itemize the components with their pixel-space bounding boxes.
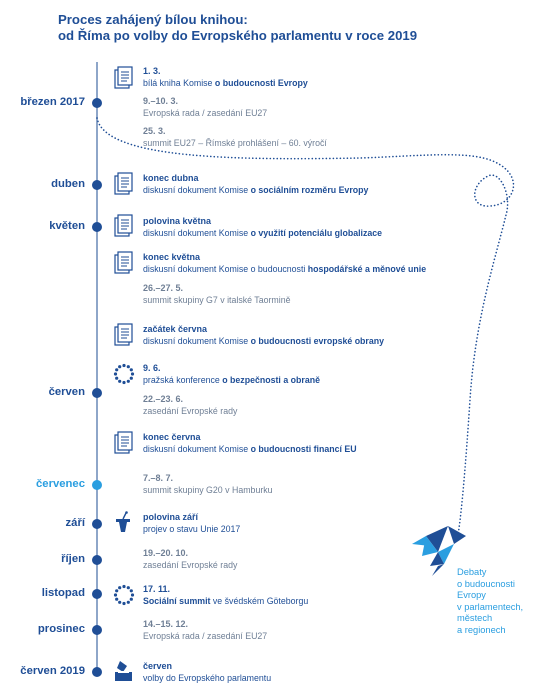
event-text: bílá kniha Komise [143, 77, 215, 88]
event-text-bold: hospodářské a měnové unie [307, 263, 427, 274]
event-text: summit skupiny G7 v italské Taormině [143, 294, 291, 305]
event-text: summit EU27 – Římské prohlášení – 60. výročí [143, 137, 327, 148]
side-note-line: a regionech [457, 624, 506, 635]
event-date: 25. 3. [143, 126, 166, 136]
month-label-cervenec: červenec [36, 478, 85, 490]
event-date: 17. 11. [143, 584, 171, 594]
event-item [143, 363, 320, 386]
event-item [143, 473, 273, 496]
timeline-dot [92, 519, 102, 529]
timeline-dot [92, 98, 102, 108]
month-label-zari: září [65, 517, 85, 529]
event-item [143, 283, 290, 306]
month-label-cerven: červen [48, 386, 85, 398]
podium-icon [113, 510, 133, 534]
document-icon [113, 431, 133, 455]
event-date: 9.–10. 3. [143, 96, 179, 106]
timeline-dot [92, 555, 102, 565]
month-label-listopad: listopad [41, 587, 85, 599]
event-text: diskusní dokument Komise [143, 227, 251, 238]
side-note-line: městech [457, 613, 493, 623]
event-text: diskusní dokument Komise [143, 443, 251, 454]
timeline-dot [92, 480, 102, 490]
event-text: diskusní dokument Komise [143, 184, 251, 195]
event-item [143, 661, 271, 684]
star-circle-icon [113, 584, 135, 606]
event-text-bold: o budoucnosti financí EU [250, 443, 357, 454]
event-date: 14.–15. 12. [143, 619, 189, 629]
title-line-2: od Říma po volby do Evropského parlamentu v roce 2019 [58, 28, 418, 43]
event-item [143, 619, 267, 642]
side-note-line: Debaty [457, 567, 487, 577]
event-date: polovina května [143, 216, 212, 226]
event-text-bold: o využití potenciálu globalizace [250, 227, 383, 238]
event-date: červen [143, 661, 173, 671]
month-label-duben: duben [51, 178, 85, 190]
event-date: 1. 3. [143, 66, 161, 76]
timeline-dot [92, 388, 102, 398]
event-text: Evropská rada / zasedání EU27 [143, 107, 268, 118]
event-text-bold: o budoucnosti evropské obrany [250, 335, 385, 346]
event-item [143, 324, 384, 347]
document-icon [113, 172, 133, 196]
month-label-kveten: květen [49, 220, 85, 232]
timeline-dot [92, 667, 102, 677]
event-text: ve švédském Göteborgu [210, 595, 309, 606]
event-text-bold: o budoucnosti Evropy [214, 77, 308, 88]
event-text-bold: o sociálním rozměru Evropy [250, 184, 369, 195]
ballot-box-icon [113, 659, 135, 683]
event-text: zasedání Evropské rady [143, 559, 238, 570]
event-text: projev o stavu Unie 2017 [143, 523, 241, 534]
event-item [143, 216, 382, 239]
event-item [143, 252, 426, 275]
side-note-line: v parlamentech, [457, 601, 524, 612]
timeline-dot [92, 222, 102, 232]
month-label-cerven-2019: červen 2019 [20, 665, 85, 677]
event-date: 19.–20. 10. [143, 548, 189, 558]
event-item [143, 512, 240, 535]
event-item [143, 432, 357, 455]
title-line-1: Proces zahájený bílou knihou: [58, 12, 248, 27]
document-icon [113, 214, 133, 238]
event-item [143, 96, 267, 119]
document-icon [113, 66, 133, 90]
event-date: začátek června [143, 324, 208, 334]
event-text: zasedání Evropské rady [143, 405, 238, 416]
event-date: polovina září [143, 512, 199, 522]
month-label-rijen: říjen [61, 553, 85, 565]
month-label-brezen: březen 2017 [20, 96, 85, 108]
event-date: 7.–8. 7. [143, 473, 174, 483]
event-text: pražská konference [143, 374, 223, 385]
document-icon [113, 251, 133, 275]
timeline-dot [92, 180, 102, 190]
event-text: Evropská rada / zasedání EU27 [143, 630, 268, 641]
document-icon [113, 323, 133, 347]
side-note-line: o budoucnosti [457, 578, 515, 589]
event-date: konec dubna [143, 173, 199, 183]
event-date: konec května [143, 252, 201, 262]
event-text: diskusní dokument Komise o budoucnosti [143, 263, 308, 274]
event-item [143, 173, 368, 196]
event-text: summit skupiny G20 v Hamburku [143, 484, 273, 495]
event-date: 22.–23. 6. [143, 394, 184, 404]
event-date: 9. 6. [143, 363, 161, 373]
timeline-dot [92, 589, 102, 599]
star-circle-icon [113, 363, 135, 385]
event-item [143, 584, 308, 607]
event-item [143, 548, 237, 571]
event-item [143, 126, 327, 149]
side-note-line: Evropy [457, 590, 486, 600]
event-text-bold: o bezpečnosti a obraně [222, 374, 320, 385]
event-date: konec června [143, 432, 201, 442]
event-text: diskusní dokument Komise [143, 335, 251, 346]
event-date: 26.–27. 5. [143, 283, 184, 293]
month-label-prosinec: prosinec [37, 623, 85, 635]
side-note [457, 567, 523, 636]
event-item [143, 66, 308, 89]
event-item [143, 394, 237, 417]
event-text: volby do Evropského parlamentu [143, 672, 272, 683]
event-text-bold: Sociální summit [143, 595, 211, 606]
timeline-dot [92, 625, 102, 635]
